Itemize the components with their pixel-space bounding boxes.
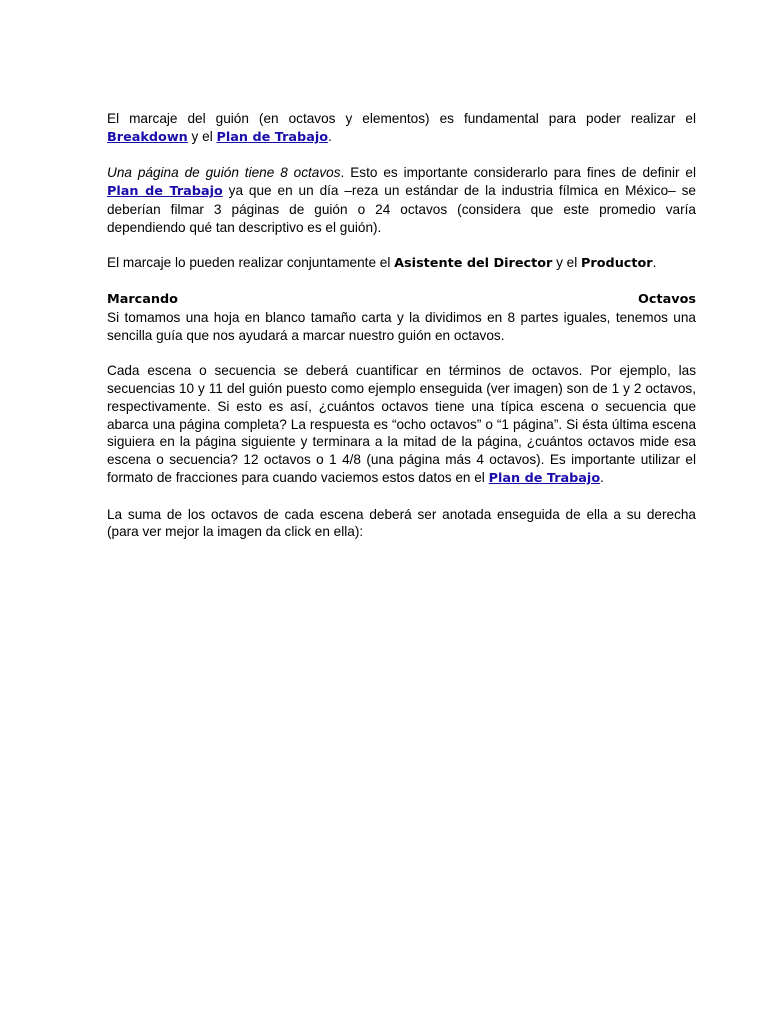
- paragraph-text: El marcaje lo pueden realizar conjuntamente el: [107, 255, 395, 271]
- section-text: Si tomamos una hoja en blanco tamaño carta y la dividimos en 8 partes iguales, tenemos una sencilla guía que nos ayudará a marcar nuestro guión en octavos.: [107, 309, 696, 343]
- paragraph-text: .: [600, 469, 604, 485]
- paragraph-text: .: [328, 128, 332, 144]
- heading-left: Marcando: [107, 291, 178, 307]
- plan-de-trabajo-link[interactable]: Plan de Trabajo: [107, 184, 223, 200]
- paragraph-intro: [107, 110, 696, 147]
- emphasis-text: Una página de guión tiene 8 octavos: [107, 165, 341, 181]
- paragraph-text: Cada escena o secuencia se deberá cuantificar en términos de octavos. Por ejemplo, las secuencias 10 y 11 del guión puesto como ejemplo enseguida (ver imagen) son de 1 y 2 octavos, respectivamente. Si esto es así, ¿cuántos octavos tiene una típica escena o secuencia que abarca una página completa? La respuesta es “ocho octavos” o “1 página”. Si ésta última escena siguiera en la página siguiente y terminara a la mitad de la página, ¿cuántos octavos mide esa escena o secuencia? 12 octavos o 1 4/8 (una página más 4 octavos). Es importante utilizar el formato de fracciones para cuando vaciemos estos datos en el: [107, 363, 696, 485]
- paragraph-text: y el: [187, 128, 217, 144]
- section-marcando-octavos: [107, 291, 696, 344]
- paragraph-octavos: [107, 164, 696, 236]
- plan-de-trabajo-link[interactable]: Plan de Trabajo: [488, 470, 601, 486]
- role-asistente: Asistente del Director: [394, 256, 553, 272]
- paragraph-cuantificar: [107, 362, 696, 488]
- paragraph-text: y el: [552, 255, 582, 271]
- paragraph-text: . Esto es importante considerarlo para fines de definir el: [340, 165, 696, 181]
- paragraph-text: ya que en un día –reza un estándar de la industria fílmica en México– se deberían filmar 3 páginas de guión o 24 octavos (considera que este promedio varía dependiendo qué tan descriptivo es el guión).: [107, 183, 696, 235]
- paragraph-text: La suma de los octavos de cada escena deberá ser anotada enseguida de ella a su derecha (para ver mejor la imagen da click en ella):: [107, 506, 696, 540]
- paragraph-suma: [107, 506, 696, 542]
- paragraph-text: El marcaje del guión (en octavos y elementos) es fundamental para poder realizar el: [107, 111, 696, 126]
- paragraph-marcaje: [107, 254, 696, 273]
- document-body: [107, 110, 696, 559]
- section-heading: [107, 291, 696, 309]
- plan-de-trabajo-link[interactable]: Plan de Trabajo: [216, 129, 329, 145]
- breakdown-link[interactable]: Breakdown: [107, 129, 188, 145]
- role-productor: Productor: [581, 256, 653, 272]
- paragraph-text: .: [652, 255, 657, 271]
- heading-right: Octavos: [638, 291, 696, 307]
